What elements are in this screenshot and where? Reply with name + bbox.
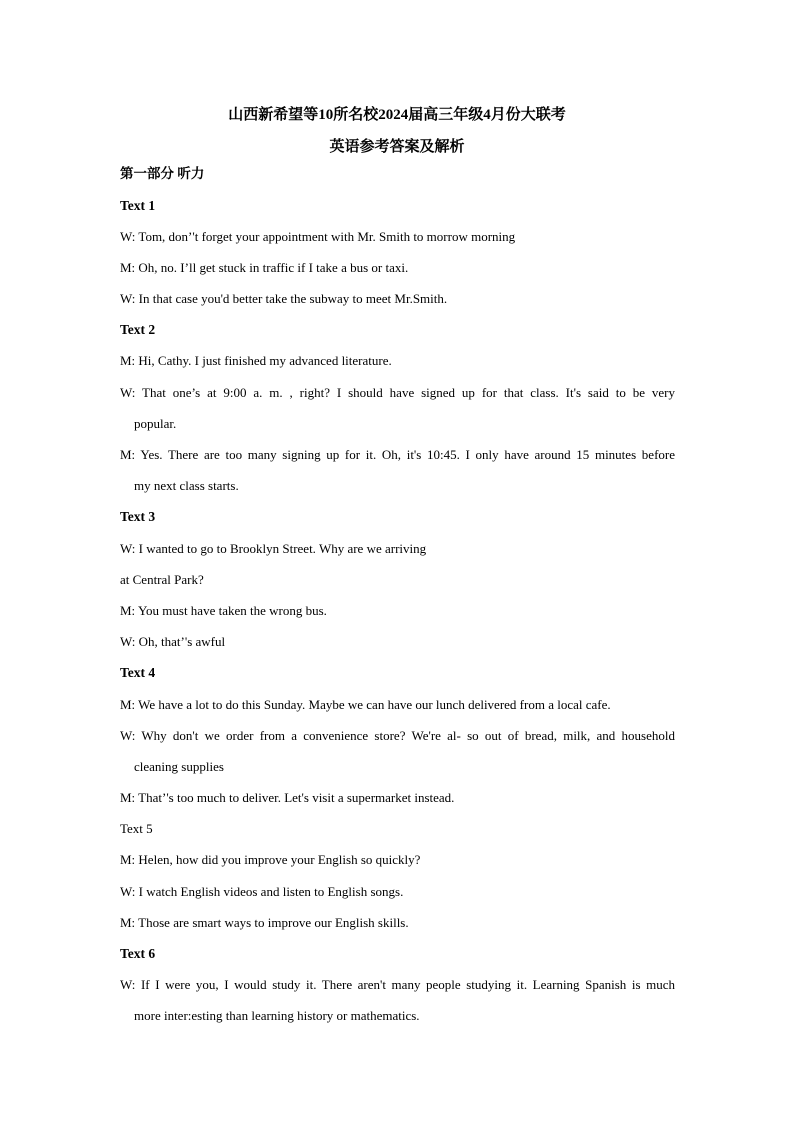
dialogue-line: W: In that case you'd better take the subway to meet Mr.Smith. [120,291,448,306]
dialogue-line: W: Oh, that’'s awful [120,634,226,649]
text-heading: Text 5 [120,821,153,836]
dialogue-line: M: Yes. There are too many signing up for it. Oh, it's 10:45. I only have around 15 minutes before [120,447,675,462]
dialogue-line: M: You must have taken the wrong bus. [120,603,327,618]
dialogue-continuation: my next class starts. [134,478,239,493]
document-title: 山西新希望等10所名校2024届高三年级4月份大联考 [228,107,566,123]
text-heading: Text 2 [120,322,156,337]
dialogue-line: M: Those are smart ways to improve our English skills. [120,915,409,930]
dialogue-line: W: If I were you, I would study it. There aren't many people studying it. Learning Spanish is much [120,977,675,992]
dialogue-continuation: cleaning supplies [134,759,224,774]
dialogue-line: M: Helen, how did you improve your English so quickly? [120,852,421,867]
dialogue-line: W: Why don't we order from a convenience store? We're al- so out of bread, milk, and household [120,728,675,743]
dialogue-line: M: Oh, no. I’ll get stuck in traffic if I take a bus or taxi. [120,260,409,275]
dialogue-line: at Central Park? [120,572,204,587]
text-heading: Text 1 [120,198,156,213]
section-heading: 第一部分 听力 [120,166,205,181]
dialogue-line: W: I watch English videos and listen to English songs. [120,884,404,899]
document-subtitle: 英语参考答案及解析 [329,139,465,155]
dialogue-line: W: That one’s at 9:00 a. m. , right? I should have signed up for that class. It's said to be very [120,385,675,400]
dialogue-line: M: Hi, Cathy. I just finished my advanced literature. [120,353,392,368]
dialogue-continuation: more inter:esting than learning history or mathematics. [134,1008,420,1023]
text-heading: Text 6 [120,946,156,961]
dialogue-continuation: popular. [134,416,177,431]
dialogue-line: M: That’'s too much to deliver. Let's visit a supermarket instead. [120,790,455,805]
text-heading: Text 4 [120,665,156,680]
text-heading: Text 3 [120,509,156,524]
dialogue-line: W: Tom, don’'t forget your appointment with Mr. Smith to morrow morning [120,229,516,244]
dialogue-line: W: I wanted to go to Brooklyn Street. Why are we arriving [120,541,427,556]
dialogue-line: M: We have a lot to do this Sunday. Maybe we can have our lunch delivered from a local cafe. [120,697,611,712]
